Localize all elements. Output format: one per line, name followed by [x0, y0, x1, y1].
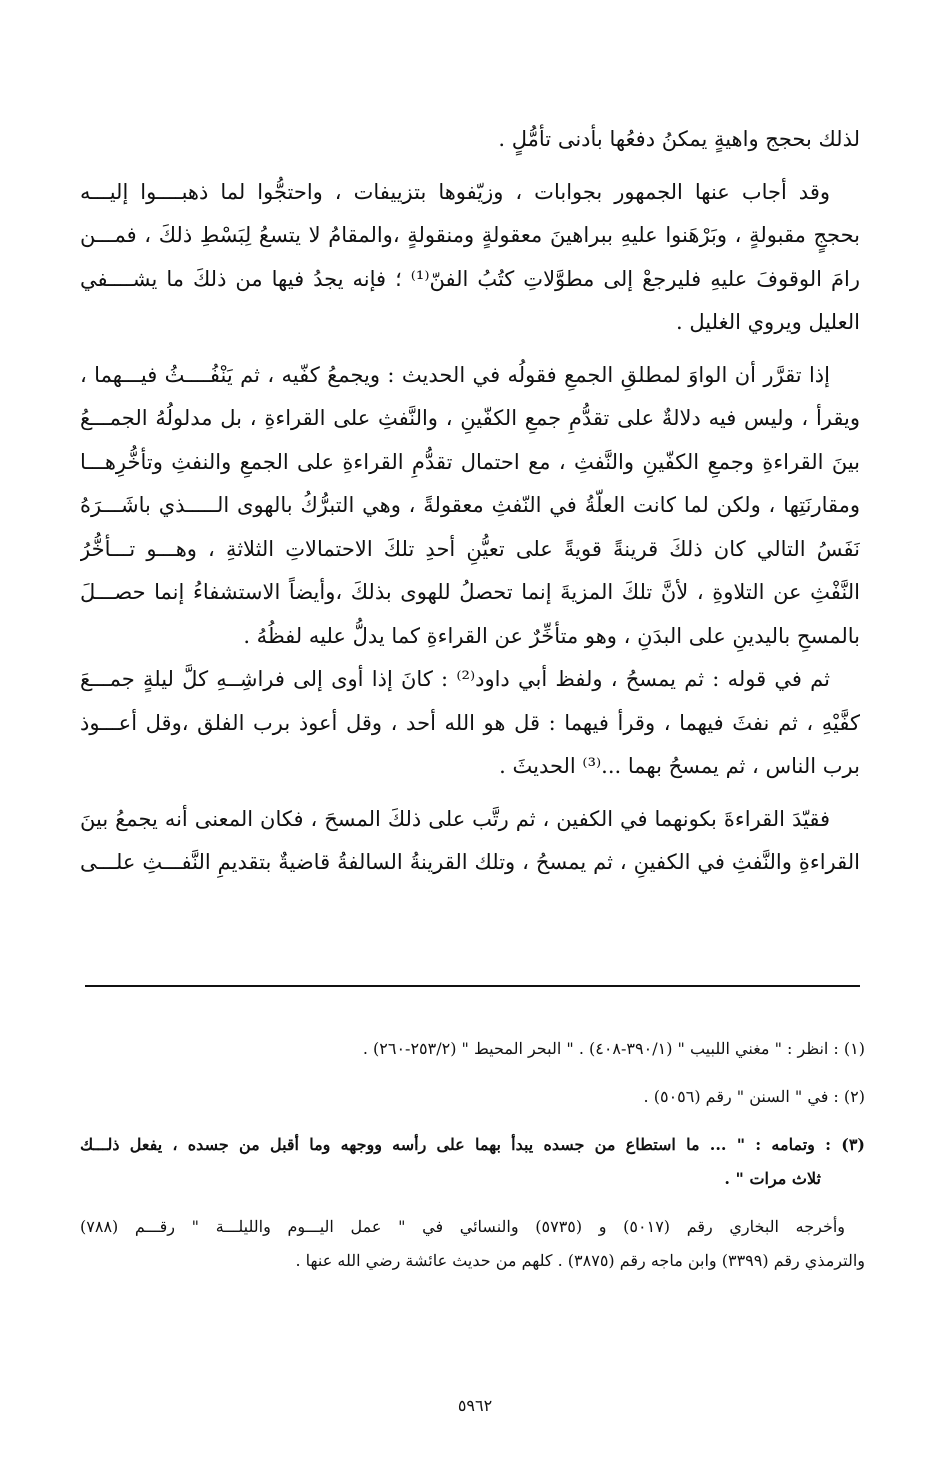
text-line: لذلك بحجج واهيةٍ يمكنُ دفعُها بأدنى تأمُّلٍ .	[498, 127, 860, 151]
footnote-2: (٢) : في " السنن " رقم (٥٠٥٦) .	[643, 1087, 865, 1106]
text-line: ثم في قوله : ثم يمسحُ ، ولفظ أبي داود⁽²⁾ : كانَ إذا أوى إلى فراشِــهِ كلَّ ليلةٍ جمـــعَ	[80, 667, 830, 691]
footnote-3-source-continued: والترمذي رقم (٣٣٩٩) وابن ماجه رقم (٣٨٧٥) . كلهم من حديث عائشة رضي الله عنها .	[295, 1251, 865, 1270]
text-line: ومقارنَتِها ، ولكن لما كانت العلّةُ في النّفثِ معقولةً ، وهي التبرُّكُ بالهوى الـــــذي باشَـــرَهُ	[80, 493, 860, 517]
text-line: فقيّدَ القراءةَ بكونهما في الكفين ، ثم رتَّب على ذلكَ المسحَ ، فكان المعنى أنه يجمعُ بينَ	[80, 806, 830, 831]
footnotes	[80, 1032, 865, 1278]
text-line: ويقرأ ، وليس فيه دلالةٌ على تقدُّمِ جمعِ الكفّينِ ، والنَّفثِ على القراءةِ ، بل مدلولُهُ الجمـــعُ	[80, 406, 860, 430]
footnote-3-source: وأخرجه البخاري رقم (٥٠١٧) و (٥٧٣٥) والنسائي في " عمل اليـــوم والليلـــة " رقـــم (٧٨٨)	[80, 1217, 846, 1236]
footnote-3: (٣) : وتمامه : " ... ما استطاع من جسده يبدأ بهما على رأسه ووجهه وما أقبل من جسده ، يفعل ذلـــك	[80, 1135, 865, 1154]
footnote-separator	[85, 985, 860, 987]
footnote-1: (١) : انظر : " مغني اللبيب " (٣٩٠/١-٤٠٨) . " البحر المحيط " (٢٥٣/٢-٢٦٠) .	[362, 1039, 865, 1058]
text-line: إذا تقرَّر أن الواوَ لمطلقِ الجمعِ فقولُه في الحديث : ويجمعُ كفّيه ، ثم يَنْفُــــثُ فيـــهما ،	[80, 362, 830, 387]
page-number: ٥٩٦٢	[457, 1396, 493, 1415]
text-line: بحججٍ مقبولةٍ ، وبَرْهَنوا عليهِ ببراهينَ معقولةٍ ومنقولةٍ ،والمقامُ لا يتسعُ لِبَسْطِ ذلكَ ، فمـــن	[80, 223, 860, 247]
text-line: كفَّيْهِ ، ثم نفثَ فيهما ، وقرأ فيهما : قل هو الله أحد ، وقل أعوذ برب الفلق ،وقل أعـــوذ	[80, 710, 860, 735]
footnote-3-continued: ثلاث مرات " .	[724, 1169, 821, 1188]
text-line: نَفَسُ التالي كان ذلكَ قرينةً قويةً على تعيُّنِ أحدِ تلكَ الاحتمالاتِ الثلاثةِ ، وهـــو تـــأخُّرُ	[80, 536, 860, 561]
text-line: وقد أجاب عنها الجمهور بجوابات ، وزيّفوها بتزييفات ، واحتجُّوا لما ذهبــــوا إليـــه	[80, 179, 830, 204]
text-line: برب الناس ، ثم يمسحُ بهما ...⁽³⁾ الحديثَ .	[499, 754, 860, 778]
text-line: رامَ الوقوفَ عليهِ فليرجعْ إلى مطوَّلاتِ كتُبُ الفنّ⁽¹⁾ ؛ فإنه يجدُ فيها من ذلكَ ما يشــــفي	[80, 266, 860, 291]
text-line: بالمسحِ باليدينِ على البدَنِ ، وهو متأخِّرٌ عن القراءةِ كما يدلُّ عليه لفظُهُ .	[243, 623, 860, 648]
text-line: بينَ القراءةِ وجمعِ الكفّينِ والنَّفثِ ، مع احتمال تقدُّمِ القراءةِ على الجمعِ والنفثِ وتأخُّرِهـــا	[80, 449, 860, 474]
main-text	[80, 118, 860, 885]
text-line: العليل ويروي الغليل .	[676, 310, 860, 334]
text-line: النَّفْثِ عن التلاوةِ ، لأنَّ تلكَ المزيةَ إنما تحصلُ للهوى بذلكَ ،وأيضاً الاستشفاءُ إنما حصـــلَ	[80, 580, 860, 604]
text-line: القراءةِ والنَّفثِ في الكفينِ ، ثم يمسحُ ، وتلك القرينةُ السالفةُ قاضيةٌ بتقديمِ النَّفـــثِ علـــى	[80, 850, 860, 874]
